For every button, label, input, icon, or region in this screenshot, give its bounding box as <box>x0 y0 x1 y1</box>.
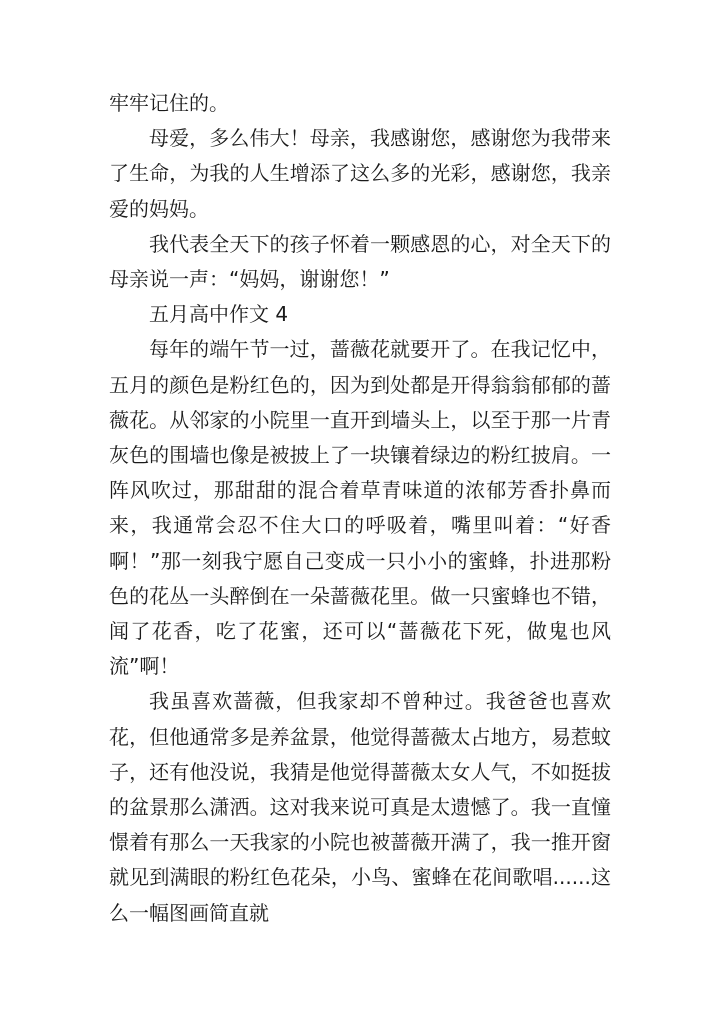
paragraph-father-bonsai: 我虽喜欢蔷薇，但我家却不曾种过。我爸爸也喜欢花，但他通常多是养盆景，他觉得蔷薇太占地方，易惹蚊子，还有他没说，我猜是他觉得蔷薇太女人气，不如挺拔的盆景那么潇洒。这对我来说可真是太遗憾了。我一直憧憬着有那么一天我家的小院也被蔷薇开满了，我一推开窗就见到满眼的粉红色花朵，小鸟、蜜蜂在花间歌唱......这么一幅图画简直就 <box>109 689 611 925</box>
paragraph-mother-gratitude: 母爱，多么伟大！母亲，我感谢您，感谢您为我带来了生命，为我的人生增添了这么多的光彩，感谢您，我亲爱的妈妈。 <box>109 126 611 221</box>
paragraph-continuation: 牢牢记住的。 <box>109 91 229 115</box>
paragraph-rose-blossoms: 每年的端午节一过，蔷薇花就要开了。在我记忆中，五月的颜色是粉红色的，因为到处都是开得翁翁郁郁的蔷薇花。从邻家的小院里一直开到墙头上，以至于那一片青灰色的围墙也像是被披上了一块镶着绿边的粉红披肩。一阵风吹过，那甜甜的混合着草青味道的浓郁芳香扑鼻而来，我通常会忍不住大口的呼吸着，嘴里叫着：“好香啊！”那一刻我宁愿自己变成一只小小的蜜蜂，扑进那粉色的花丛一头醉倒在一朵蔷薇花里。做一只蜜蜂也不错，闻了花香，吃了花蜜，还可以“蔷薇花下死，做鬼也风流”啊！ <box>109 337 611 679</box>
paragraph-thank-you-mom: 我代表全天下的孩子怀着一颗感恩的心，对全天下的母亲说一声：“妈妈，谢谢您！” <box>109 231 611 292</box>
document-body <box>109 86 611 931</box>
essay-title: 五月高中作文 4 <box>149 302 289 327</box>
